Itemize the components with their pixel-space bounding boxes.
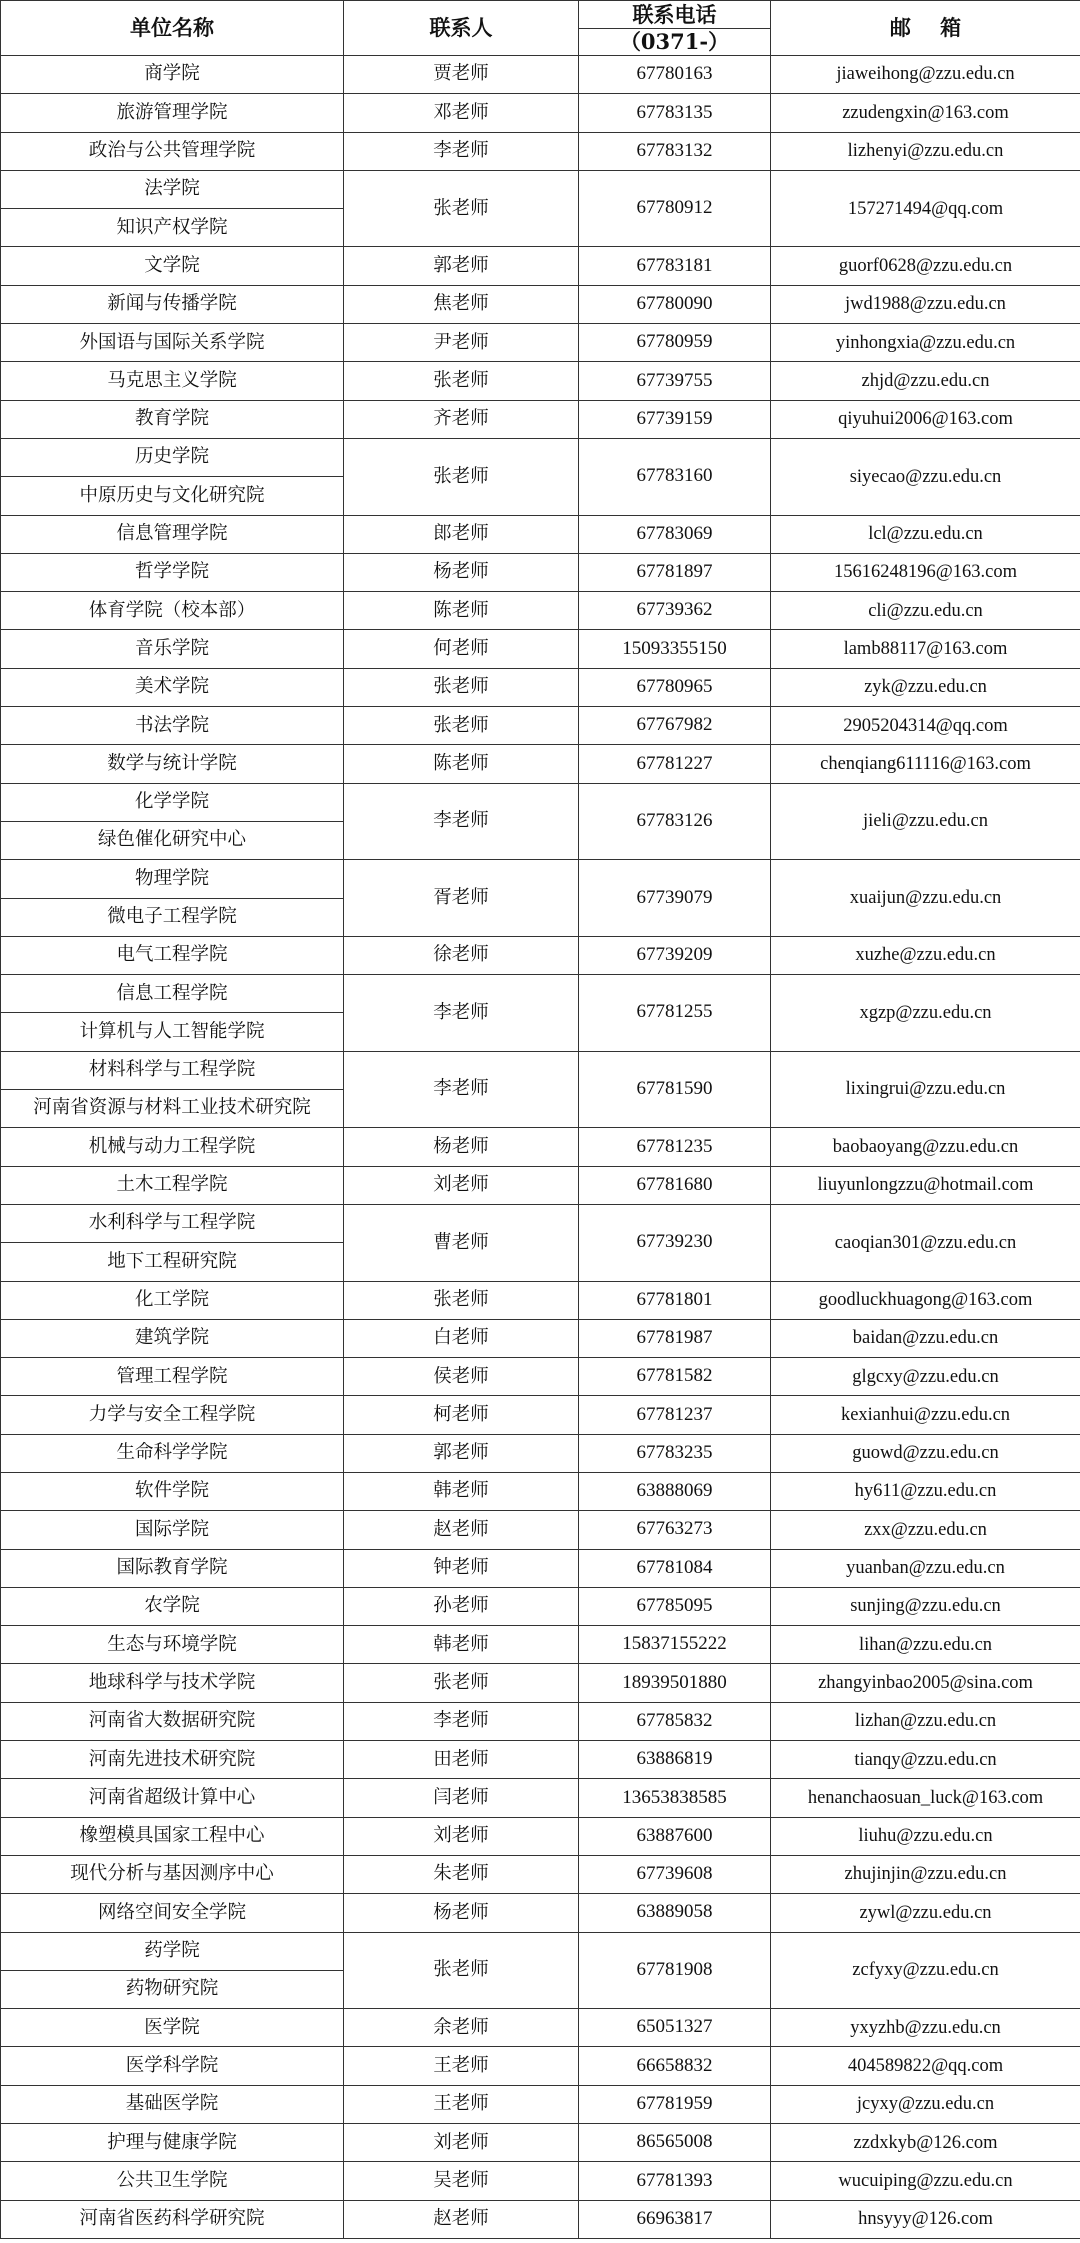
phone-cell: 67785832	[579, 1702, 771, 1740]
table-row	[1, 1358, 1080, 1396]
phone-cell: 67783235	[579, 1434, 771, 1472]
email-cell: jwd1988@zzu.edu.cn	[771, 285, 1080, 323]
phone-cell: 67781590	[579, 1051, 771, 1128]
table-row	[1, 170, 1080, 208]
unit-name-cell: 化工学院	[1, 1281, 344, 1319]
email-cell: chenqiang611116@163.com	[771, 745, 1080, 783]
header-email: 邮 箱	[771, 1, 1080, 56]
unit-name-cell: 信息工程学院	[1, 975, 344, 1013]
email-cell: jiaweihong@zzu.edu.cn	[771, 56, 1080, 94]
phone-cell: 67781801	[579, 1281, 771, 1319]
email-cell: guowd@zzu.edu.cn	[771, 1434, 1080, 1472]
phone-cell: 67781227	[579, 745, 771, 783]
email-cell: xgzp@zzu.edu.cn	[771, 975, 1080, 1052]
contact-person-cell: 王老师	[344, 2047, 579, 2085]
table-row	[1, 1855, 1080, 1893]
contact-person-cell: 陈老师	[344, 745, 579, 783]
contact-person-cell: 韩老师	[344, 1472, 579, 1510]
table-row	[1, 1051, 1080, 1089]
unit-name-cell: 计算机与人工智能学院	[1, 1013, 344, 1051]
unit-name-cell: 药物研究院	[1, 1970, 344, 2008]
unit-name-cell: 化学学院	[1, 783, 344, 821]
contact-person-cell: 白老师	[344, 1319, 579, 1357]
contact-person-cell: 何老师	[344, 630, 579, 668]
email-cell: 15616248196@163.com	[771, 553, 1080, 591]
email-cell: hy611@zzu.edu.cn	[771, 1472, 1080, 1510]
phone-cell: 63886819	[579, 1741, 771, 1779]
unit-name-cell: 河南省资源与材料工业技术研究院	[1, 1090, 344, 1128]
table-row	[1, 975, 1080, 1013]
unit-name-cell: 历史学院	[1, 438, 344, 476]
unit-name-cell: 哲学学院	[1, 553, 344, 591]
email-cell: 157271494@qq.com	[771, 170, 1080, 247]
contact-person-cell: 李老师	[344, 1051, 579, 1128]
table-row	[1, 1166, 1080, 1204]
phone-cell: 67781235	[579, 1128, 771, 1166]
unit-name-cell: 力学与安全工程学院	[1, 1396, 344, 1434]
phone-cell: 67783126	[579, 783, 771, 860]
unit-name-cell: 橡塑模具国家工程中心	[1, 1817, 344, 1855]
phone-cell: 67739079	[579, 860, 771, 937]
email-cell: xuzhe@zzu.edu.cn	[771, 936, 1080, 974]
table-row	[1, 94, 1080, 132]
table-row	[1, 132, 1080, 170]
unit-name-cell: 农学院	[1, 1587, 344, 1625]
contact-person-cell: 刘老师	[344, 1166, 579, 1204]
phone-cell: 67739230	[579, 1204, 771, 1281]
table-row	[1, 1281, 1080, 1319]
unit-name-cell: 知识产权学院	[1, 209, 344, 247]
unit-name-cell: 地下工程研究院	[1, 1243, 344, 1281]
table-row	[1, 553, 1080, 591]
table-row	[1, 1434, 1080, 1472]
email-cell: 404589822@qq.com	[771, 2047, 1080, 2085]
table-row	[1, 56, 1080, 94]
unit-name-cell: 药学院	[1, 1932, 344, 1970]
table-row	[1, 400, 1080, 438]
header-phone: 联系电话	[579, 1, 771, 29]
email-cell: caoqian301@zzu.edu.cn	[771, 1204, 1080, 1281]
unit-name-cell: 生态与环境学院	[1, 1626, 344, 1664]
table-row	[1, 668, 1080, 706]
unit-name-cell: 河南省医药科学研究院	[1, 2200, 344, 2238]
table-row	[1, 2085, 1080, 2123]
email-cell: zywl@zzu.edu.cn	[771, 1894, 1080, 1932]
unit-name-cell: 公共卫生学院	[1, 2162, 344, 2200]
table-row	[1, 1128, 1080, 1166]
contact-person-cell: 柯老师	[344, 1396, 579, 1434]
contact-person-cell: 侯老师	[344, 1358, 579, 1396]
email-cell: qiyuhui2006@163.com	[771, 400, 1080, 438]
phone-cell: 67781908	[579, 1932, 771, 2009]
phone-cell: 67739608	[579, 1855, 771, 1893]
unit-name-cell: 教育学院	[1, 400, 344, 438]
table-body	[1, 56, 1080, 2239]
table-row	[1, 707, 1080, 745]
contact-person-cell: 陈老师	[344, 592, 579, 630]
contact-person-cell: 郭老师	[344, 1434, 579, 1472]
email-cell: zzdxkyb@126.com	[771, 2124, 1080, 2162]
contact-person-cell: 杨老师	[344, 1894, 579, 1932]
email-cell: xuaijun@zzu.edu.cn	[771, 860, 1080, 937]
contact-person-cell: 张老师	[344, 438, 579, 515]
email-cell: sunjing@zzu.edu.cn	[771, 1587, 1080, 1625]
phone-cell: 67781897	[579, 553, 771, 591]
phone-cell: 67781680	[579, 1166, 771, 1204]
email-cell: zhujinjin@zzu.edu.cn	[771, 1855, 1080, 1893]
table-row	[1, 592, 1080, 630]
phone-cell: 86565008	[579, 2124, 771, 2162]
unit-name-cell: 文学院	[1, 247, 344, 285]
header-unit: 单位名称	[1, 1, 344, 56]
contact-person-cell: 杨老师	[344, 553, 579, 591]
unit-name-cell: 管理工程学院	[1, 1358, 344, 1396]
email-cell: baidan@zzu.edu.cn	[771, 1319, 1080, 1357]
unit-name-cell: 电气工程学院	[1, 936, 344, 974]
table-row	[1, 1741, 1080, 1779]
phone-cell: 67783132	[579, 132, 771, 170]
email-cell: yinhongxia@zzu.edu.cn	[771, 324, 1080, 362]
phone-cell: 67781255	[579, 975, 771, 1052]
phone-cell: 67781084	[579, 1549, 771, 1587]
phone-cell: 63888069	[579, 1472, 771, 1510]
table-row	[1, 1702, 1080, 1740]
unit-name-cell: 中原历史与文化研究院	[1, 477, 344, 515]
contact-person-cell: 张老师	[344, 1664, 579, 1702]
contact-person-cell: 焦老师	[344, 285, 579, 323]
phone-cell: 15837155222	[579, 1626, 771, 1664]
unit-name-cell: 护理与健康学院	[1, 2124, 344, 2162]
table-row	[1, 2200, 1080, 2238]
unit-name-cell: 河南省大数据研究院	[1, 1702, 344, 1740]
phone-cell: 63889058	[579, 1894, 771, 1932]
phone-cell: 67781582	[579, 1358, 771, 1396]
phone-cell: 67781393	[579, 2162, 771, 2200]
table-row	[1, 1587, 1080, 1625]
email-cell: zxx@zzu.edu.cn	[771, 1511, 1080, 1549]
email-cell: yuanban@zzu.edu.cn	[771, 1549, 1080, 1587]
phone-cell: 67783160	[579, 438, 771, 515]
header-phone-sub: （0371-）	[579, 29, 771, 56]
contact-person-cell: 张老师	[344, 707, 579, 745]
contact-person-cell: 钟老师	[344, 1549, 579, 1587]
email-cell: tianqy@zzu.edu.cn	[771, 1741, 1080, 1779]
contact-person-cell: 李老师	[344, 132, 579, 170]
unit-name-cell: 外国语与国际关系学院	[1, 324, 344, 362]
contact-person-cell: 王老师	[344, 2085, 579, 2123]
contact-person-cell: 吴老师	[344, 2162, 579, 2200]
table-row	[1, 285, 1080, 323]
contact-person-cell: 李老师	[344, 783, 579, 860]
unit-name-cell: 旅游管理学院	[1, 94, 344, 132]
phone-cell: 15093355150	[579, 630, 771, 668]
phone-cell: 67780912	[579, 170, 771, 247]
unit-name-cell: 水利科学与工程学院	[1, 1204, 344, 1242]
contact-person-cell: 张老师	[344, 668, 579, 706]
table-row	[1, 438, 1080, 476]
email-cell: jcyxy@zzu.edu.cn	[771, 2085, 1080, 2123]
email-cell: yxyzhb@zzu.edu.cn	[771, 2009, 1080, 2047]
phone-cell: 18939501880	[579, 1664, 771, 1702]
table-row	[1, 2124, 1080, 2162]
unit-name-cell: 软件学院	[1, 1472, 344, 1510]
unit-name-cell: 现代分析与基因测序中心	[1, 1855, 344, 1893]
table-row	[1, 1817, 1080, 1855]
email-cell: baobaoyang@zzu.edu.cn	[771, 1128, 1080, 1166]
table-row	[1, 1472, 1080, 1510]
email-cell: lamb88117@163.com	[771, 630, 1080, 668]
unit-name-cell: 建筑学院	[1, 1319, 344, 1357]
contact-person-cell: 刘老师	[344, 2124, 579, 2162]
contact-person-cell: 杨老师	[344, 1128, 579, 1166]
phone-cell: 67767982	[579, 707, 771, 745]
unit-name-cell: 信息管理学院	[1, 515, 344, 553]
unit-name-cell: 河南先进技术研究院	[1, 1741, 344, 1779]
contact-person-cell: 李老师	[344, 975, 579, 1052]
phone-cell: 67780965	[579, 668, 771, 706]
table-row	[1, 630, 1080, 668]
unit-name-cell: 体育学院（校本部）	[1, 592, 344, 630]
phone-cell: 67780090	[579, 285, 771, 323]
unit-name-cell: 书法学院	[1, 707, 344, 745]
contact-person-cell: 赵老师	[344, 1511, 579, 1549]
unit-name-cell: 机械与动力工程学院	[1, 1128, 344, 1166]
email-cell: goodluckhuagong@163.com	[771, 1281, 1080, 1319]
unit-name-cell: 数学与统计学院	[1, 745, 344, 783]
contact-person-cell: 刘老师	[344, 1817, 579, 1855]
email-cell: siyecao@zzu.edu.cn	[771, 438, 1080, 515]
email-cell: zhjd@zzu.edu.cn	[771, 362, 1080, 400]
email-cell: cli@zzu.edu.cn	[771, 592, 1080, 630]
contact-person-cell: 张老师	[344, 362, 579, 400]
email-cell: hnsyyy@126.com	[771, 2200, 1080, 2238]
table-row	[1, 362, 1080, 400]
email-cell: zcfyxy@zzu.edu.cn	[771, 1932, 1080, 2009]
unit-name-cell: 国际学院	[1, 1511, 344, 1549]
phone-cell: 67785095	[579, 1587, 771, 1625]
contact-person-cell: 朱老师	[344, 1855, 579, 1893]
email-cell: lizhenyi@zzu.edu.cn	[771, 132, 1080, 170]
table-row	[1, 1396, 1080, 1434]
unit-name-cell: 基础医学院	[1, 2085, 344, 2123]
table-row	[1, 2162, 1080, 2200]
unit-name-cell: 地球科学与技术学院	[1, 1664, 344, 1702]
email-cell: jieli@zzu.edu.cn	[771, 783, 1080, 860]
contact-person-cell: 张老师	[344, 1932, 579, 2009]
table-row	[1, 1511, 1080, 1549]
phone-cell: 67739159	[579, 400, 771, 438]
table-row	[1, 936, 1080, 974]
table-row	[1, 1779, 1080, 1817]
phone-cell: 13653838585	[579, 1779, 771, 1817]
contact-person-cell: 赵老师	[344, 2200, 579, 2238]
phone-cell: 66658832	[579, 2047, 771, 2085]
table-row	[1, 1932, 1080, 1970]
email-cell: 2905204314@qq.com	[771, 707, 1080, 745]
email-cell: glgcxy@zzu.edu.cn	[771, 1358, 1080, 1396]
contact-person-cell: 韩老师	[344, 1626, 579, 1664]
phone-cell: 67780959	[579, 324, 771, 362]
email-cell: zyk@zzu.edu.cn	[771, 668, 1080, 706]
table-row	[1, 1626, 1080, 1664]
unit-name-cell: 医学科学院	[1, 2047, 344, 2085]
contact-person-cell: 曹老师	[344, 1204, 579, 1281]
email-cell: lcl@zzu.edu.cn	[771, 515, 1080, 553]
table-row	[1, 1319, 1080, 1357]
table-row	[1, 1894, 1080, 1932]
email-cell: lixingrui@zzu.edu.cn	[771, 1051, 1080, 1128]
email-cell: zzudengxin@163.com	[771, 94, 1080, 132]
email-cell: liuhu@zzu.edu.cn	[771, 1817, 1080, 1855]
contact-person-cell: 张老师	[344, 1281, 579, 1319]
contact-person-cell: 闫老师	[344, 1779, 579, 1817]
unit-name-cell: 微电子工程学院	[1, 898, 344, 936]
table-row	[1, 1204, 1080, 1242]
contact-person-cell: 田老师	[344, 1741, 579, 1779]
phone-cell: 67781959	[579, 2085, 771, 2123]
contact-person-cell: 孙老师	[344, 1587, 579, 1625]
phone-cell: 67763273	[579, 1511, 771, 1549]
email-cell: henanchaosuan_luck@163.com	[771, 1779, 1080, 1817]
table-row	[1, 1549, 1080, 1587]
contact-person-cell: 余老师	[344, 2009, 579, 2047]
unit-name-cell: 河南省超级计算中心	[1, 1779, 344, 1817]
header-contact: 联系人	[344, 1, 579, 56]
unit-name-cell: 商学院	[1, 56, 344, 94]
unit-name-cell: 美术学院	[1, 668, 344, 706]
table-row	[1, 2047, 1080, 2085]
unit-name-cell: 政治与公共管理学院	[1, 132, 344, 170]
email-cell: wucuiping@zzu.edu.cn	[771, 2162, 1080, 2200]
email-cell: lizhan@zzu.edu.cn	[771, 1702, 1080, 1740]
unit-name-cell: 绿色催化研究中心	[1, 821, 344, 859]
phone-cell: 67783069	[579, 515, 771, 553]
table-row	[1, 324, 1080, 362]
contact-person-cell: 胥老师	[344, 860, 579, 937]
unit-name-cell: 法学院	[1, 170, 344, 208]
phone-cell: 67783135	[579, 94, 771, 132]
phone-cell: 67783181	[579, 247, 771, 285]
phone-cell: 63887600	[579, 1817, 771, 1855]
contact-person-cell: 李老师	[344, 1702, 579, 1740]
email-cell: kexianhui@zzu.edu.cn	[771, 1396, 1080, 1434]
unit-name-cell: 材料科学与工程学院	[1, 1051, 344, 1089]
phone-cell: 65051327	[579, 2009, 771, 2047]
phone-cell: 67739209	[579, 936, 771, 974]
contact-person-cell: 尹老师	[344, 324, 579, 362]
unit-name-cell: 音乐学院	[1, 630, 344, 668]
phone-cell: 67780163	[579, 56, 771, 94]
contact-person-cell: 徐老师	[344, 936, 579, 974]
contact-person-cell: 张老师	[344, 170, 579, 247]
table-row	[1, 247, 1080, 285]
table-row	[1, 2009, 1080, 2047]
unit-name-cell: 国际教育学院	[1, 1549, 344, 1587]
unit-name-cell: 土木工程学院	[1, 1166, 344, 1204]
table-row	[1, 1664, 1080, 1702]
unit-name-cell: 物理学院	[1, 860, 344, 898]
unit-name-cell: 网络空间安全学院	[1, 1894, 344, 1932]
email-cell: liuyunlongzzu@hotmail.com	[771, 1166, 1080, 1204]
table-row	[1, 515, 1080, 553]
table-row	[1, 860, 1080, 898]
contact-person-cell: 齐老师	[344, 400, 579, 438]
table-row	[1, 783, 1080, 821]
contact-person-cell: 郭老师	[344, 247, 579, 285]
phone-cell: 67781987	[579, 1319, 771, 1357]
table-row	[1, 745, 1080, 783]
email-cell: lihan@zzu.edu.cn	[771, 1626, 1080, 1664]
contact-person-cell: 郎老师	[344, 515, 579, 553]
unit-name-cell: 生命科学学院	[1, 1434, 344, 1472]
phone-cell: 66963817	[579, 2200, 771, 2238]
phone-cell: 67739755	[579, 362, 771, 400]
phone-cell: 67781237	[579, 1396, 771, 1434]
unit-name-cell: 马克思主义学院	[1, 362, 344, 400]
unit-name-cell: 医学院	[1, 2009, 344, 2047]
contact-person-cell: 邓老师	[344, 94, 579, 132]
unit-name-cell: 新闻与传播学院	[1, 285, 344, 323]
contact-person-cell: 贾老师	[344, 56, 579, 94]
email-cell: zhangyinbao2005@sina.com	[771, 1664, 1080, 1702]
email-cell: guorf0628@zzu.edu.cn	[771, 247, 1080, 285]
phone-cell: 67739362	[579, 592, 771, 630]
